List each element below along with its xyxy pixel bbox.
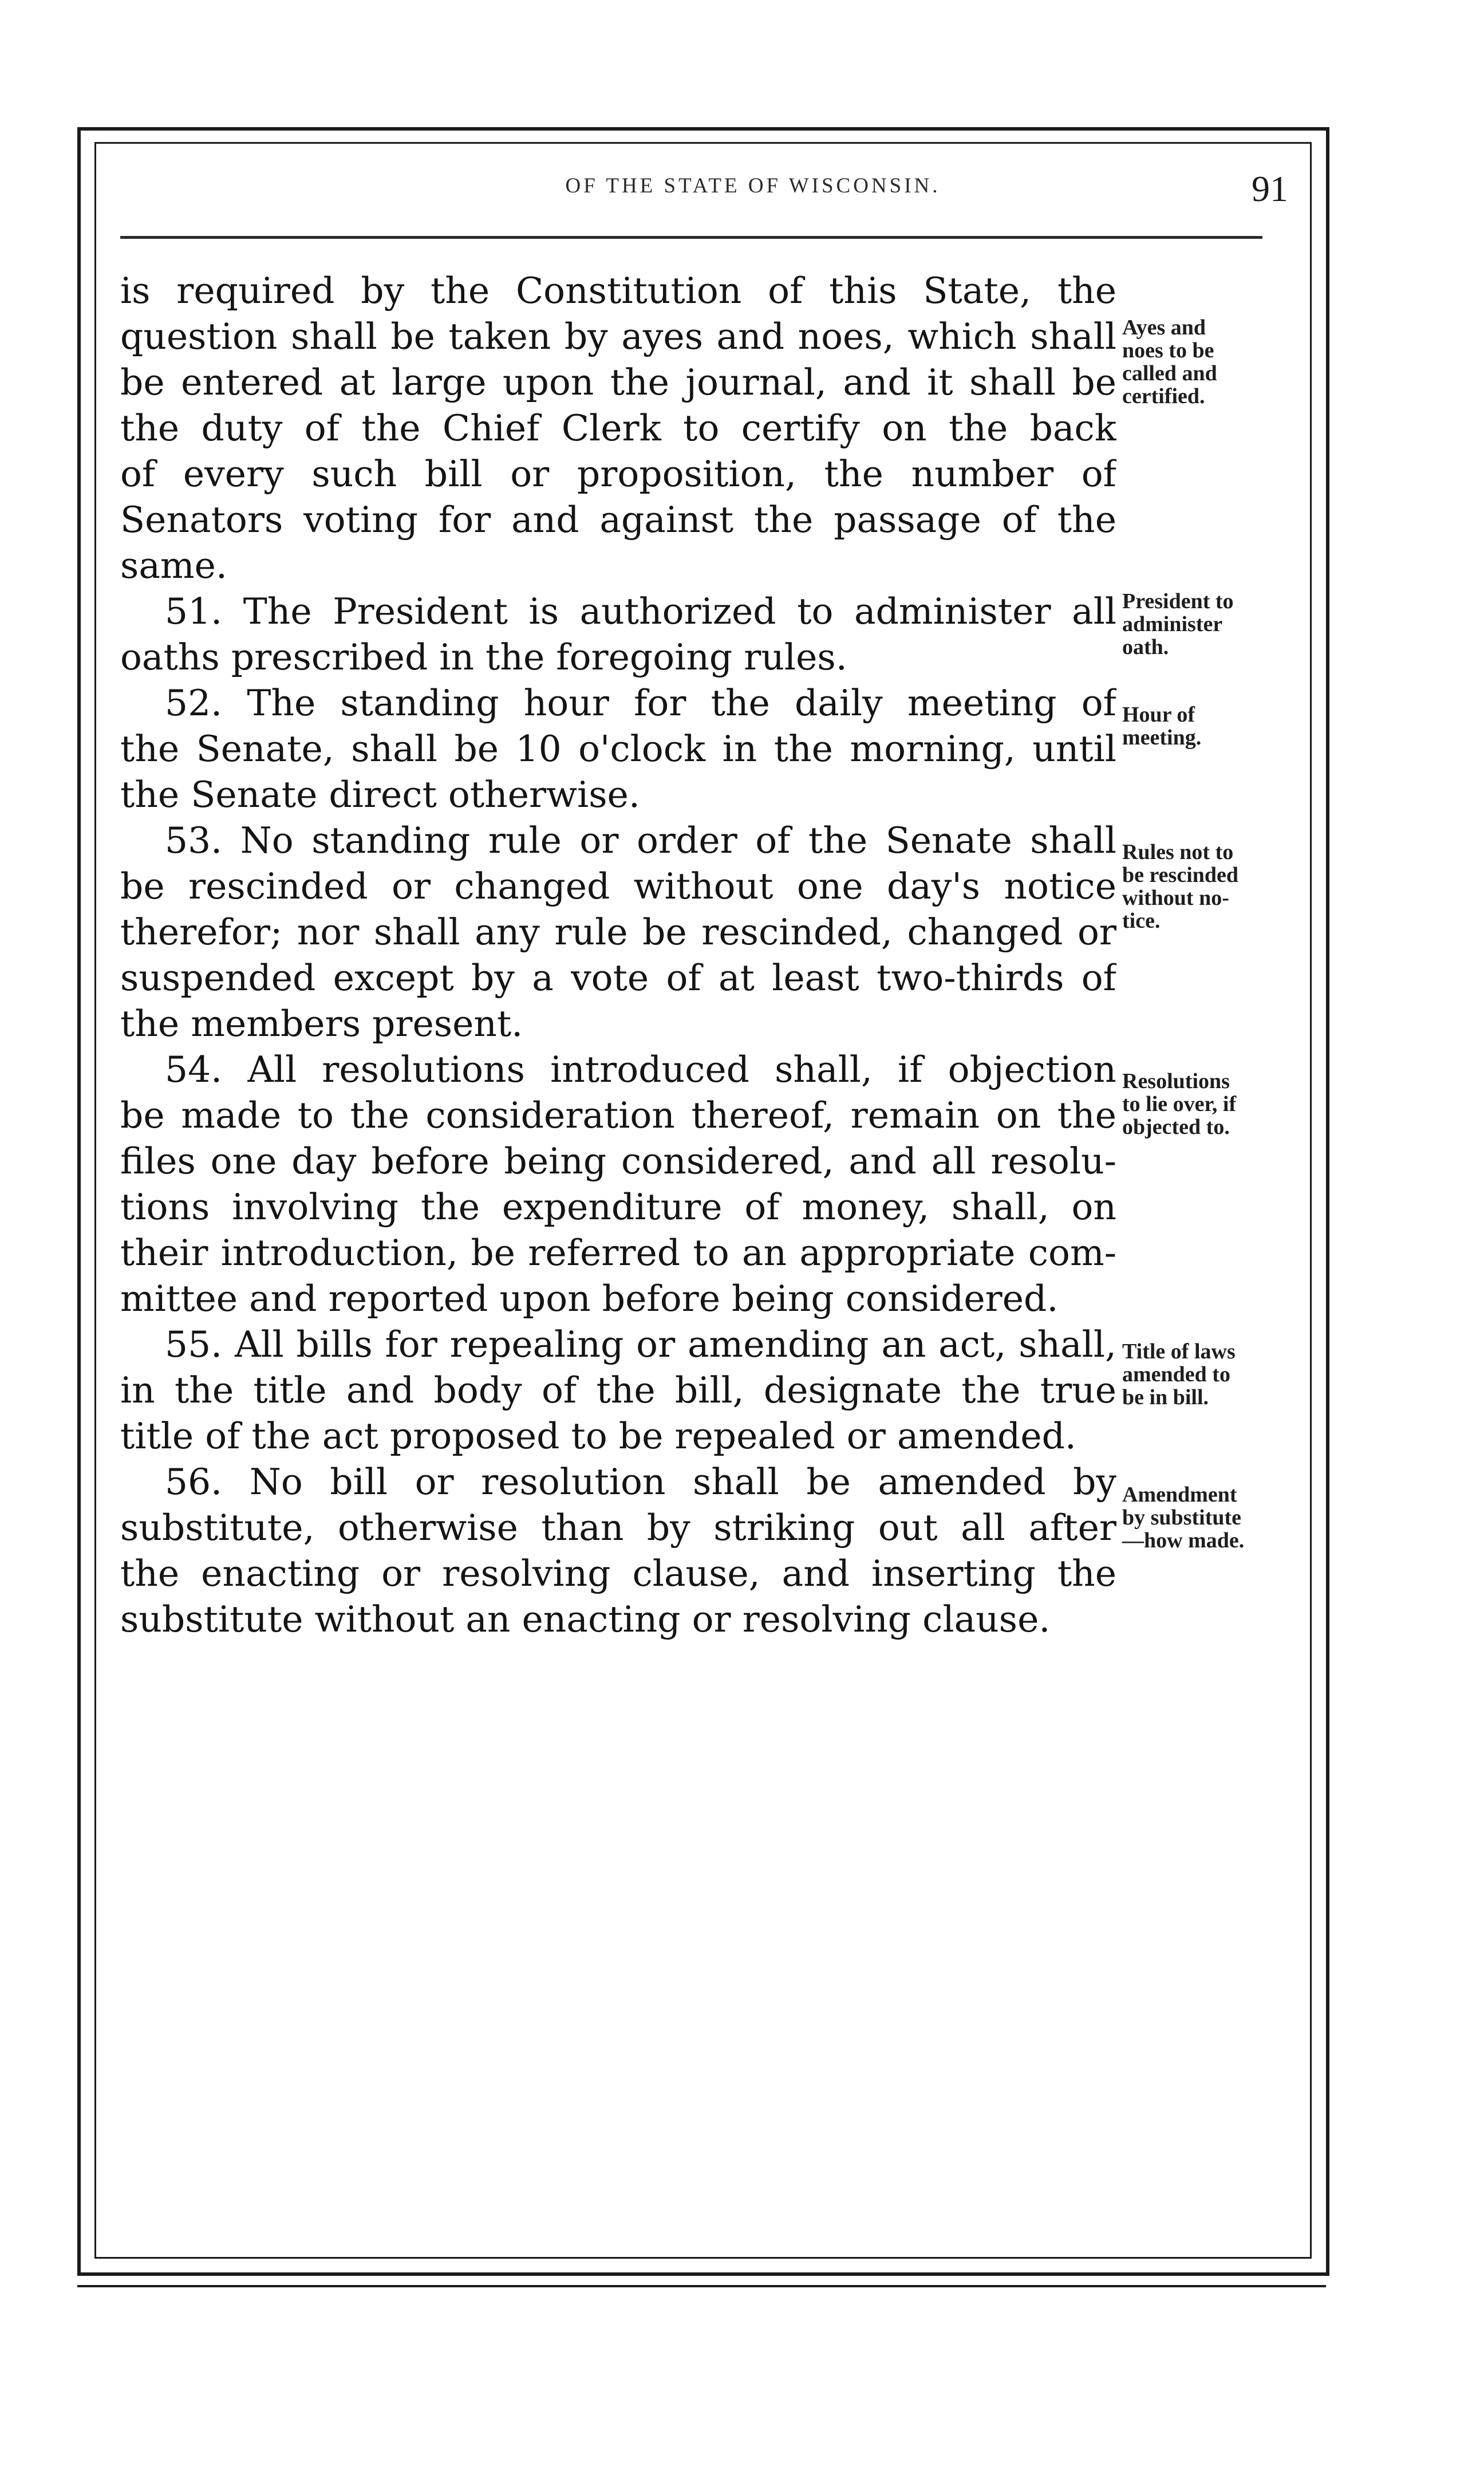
page-frame-bottom-rule: [77, 2285, 1326, 2287]
text-line: be entered at large upon the journal, and it shall be: [120, 361, 1116, 403]
page-number: 91: [1252, 168, 1288, 209]
text-line: title of the act proposed to be repealed or amended.: [120, 1415, 1076, 1457]
text-line: substitute without an enacting or resolving clause.: [120, 1598, 1051, 1640]
margin-note-president-oath: President to administer oath.: [1122, 589, 1234, 659]
header-rule: [120, 236, 1262, 239]
text-line: the enacting or resolving clause, and inserting the: [120, 1553, 1116, 1594]
text-line: mittee and reported upon before being considered.: [120, 1278, 1059, 1319]
text-line: suspended except by a vote of at least two-thirds of: [120, 957, 1116, 999]
text-line: their introduction, be referred to an appropriate com-: [120, 1232, 1116, 1274]
margin-note-resolutions: Resolutions to lie over, if objected to.: [1122, 1069, 1237, 1139]
running-title: OF THE STATE OF WISCONSIN.: [565, 174, 941, 198]
rule-53-line: 53. No standing rule or order of the Senate shall: [165, 820, 1116, 861]
text-line: substitute, otherwise than by striking out all after: [120, 1507, 1116, 1549]
text-line: files one day before being considered, and all resolu-: [120, 1140, 1116, 1182]
text-line: the members present.: [120, 1003, 523, 1045]
running-head: [109, 168, 1288, 214]
text-line: same.: [120, 545, 227, 586]
margin-note-amendment-by-substitute: Amendment by substitute —how made.: [1122, 1483, 1245, 1553]
text-line: question shall be taken by ayes and noes, which shall: [120, 316, 1116, 357]
margin-note-hour-of-meeting: Hour of meeting.: [1122, 703, 1202, 750]
text-line: is required by the Constitution of this State, the: [120, 270, 1116, 312]
rule-55-line: 55. All bills for repealing or amending an act, shall,: [165, 1323, 1116, 1365]
body-text: [120, 268, 1116, 1642]
text-line: tions involving the expenditure of money, shall, on: [120, 1186, 1116, 1228]
text-line: Senators voting for and against the passage of the: [120, 499, 1116, 541]
rule-52-line: 52. The standing hour for the daily meeting of: [165, 682, 1116, 724]
rule-54-line: 54. All resolutions introduced shall, if objection: [165, 1049, 1116, 1090]
text-line: of every such bill or proposition, the number of: [120, 453, 1116, 495]
text-line: oaths prescribed in the foregoing rules.: [120, 636, 847, 678]
margin-note-ayes-and-noes: Ayes and noes to be called and certified.: [1122, 316, 1217, 408]
rule-56-line: 56. No bill or resolution shall be amended by: [165, 1461, 1116, 1503]
rule-51-line: 51. The President is authorized to administer all: [165, 590, 1116, 632]
text-line: be rescinded or changed without one day's notice: [120, 865, 1116, 907]
text-line: therefor; nor shall any rule be rescinded, changed or: [120, 911, 1116, 953]
margin-note-rules-not-rescinded: Rules not to be rescinded without no- tice.: [1122, 840, 1239, 933]
text-line: in the title and body of the bill, designate the true: [120, 1369, 1116, 1411]
margin-note-title-of-laws: Title of laws amended to be in bill.: [1122, 1340, 1236, 1409]
text-line: the Senate direct otherwise.: [120, 774, 640, 816]
text-line: be made to the consideration thereof, remain on the: [120, 1094, 1116, 1136]
text-line: the Senate, shall be 10 o'clock in the morning, until: [120, 728, 1116, 770]
text-line: the duty of the Chief Clerk to certify on the back: [120, 407, 1116, 449]
